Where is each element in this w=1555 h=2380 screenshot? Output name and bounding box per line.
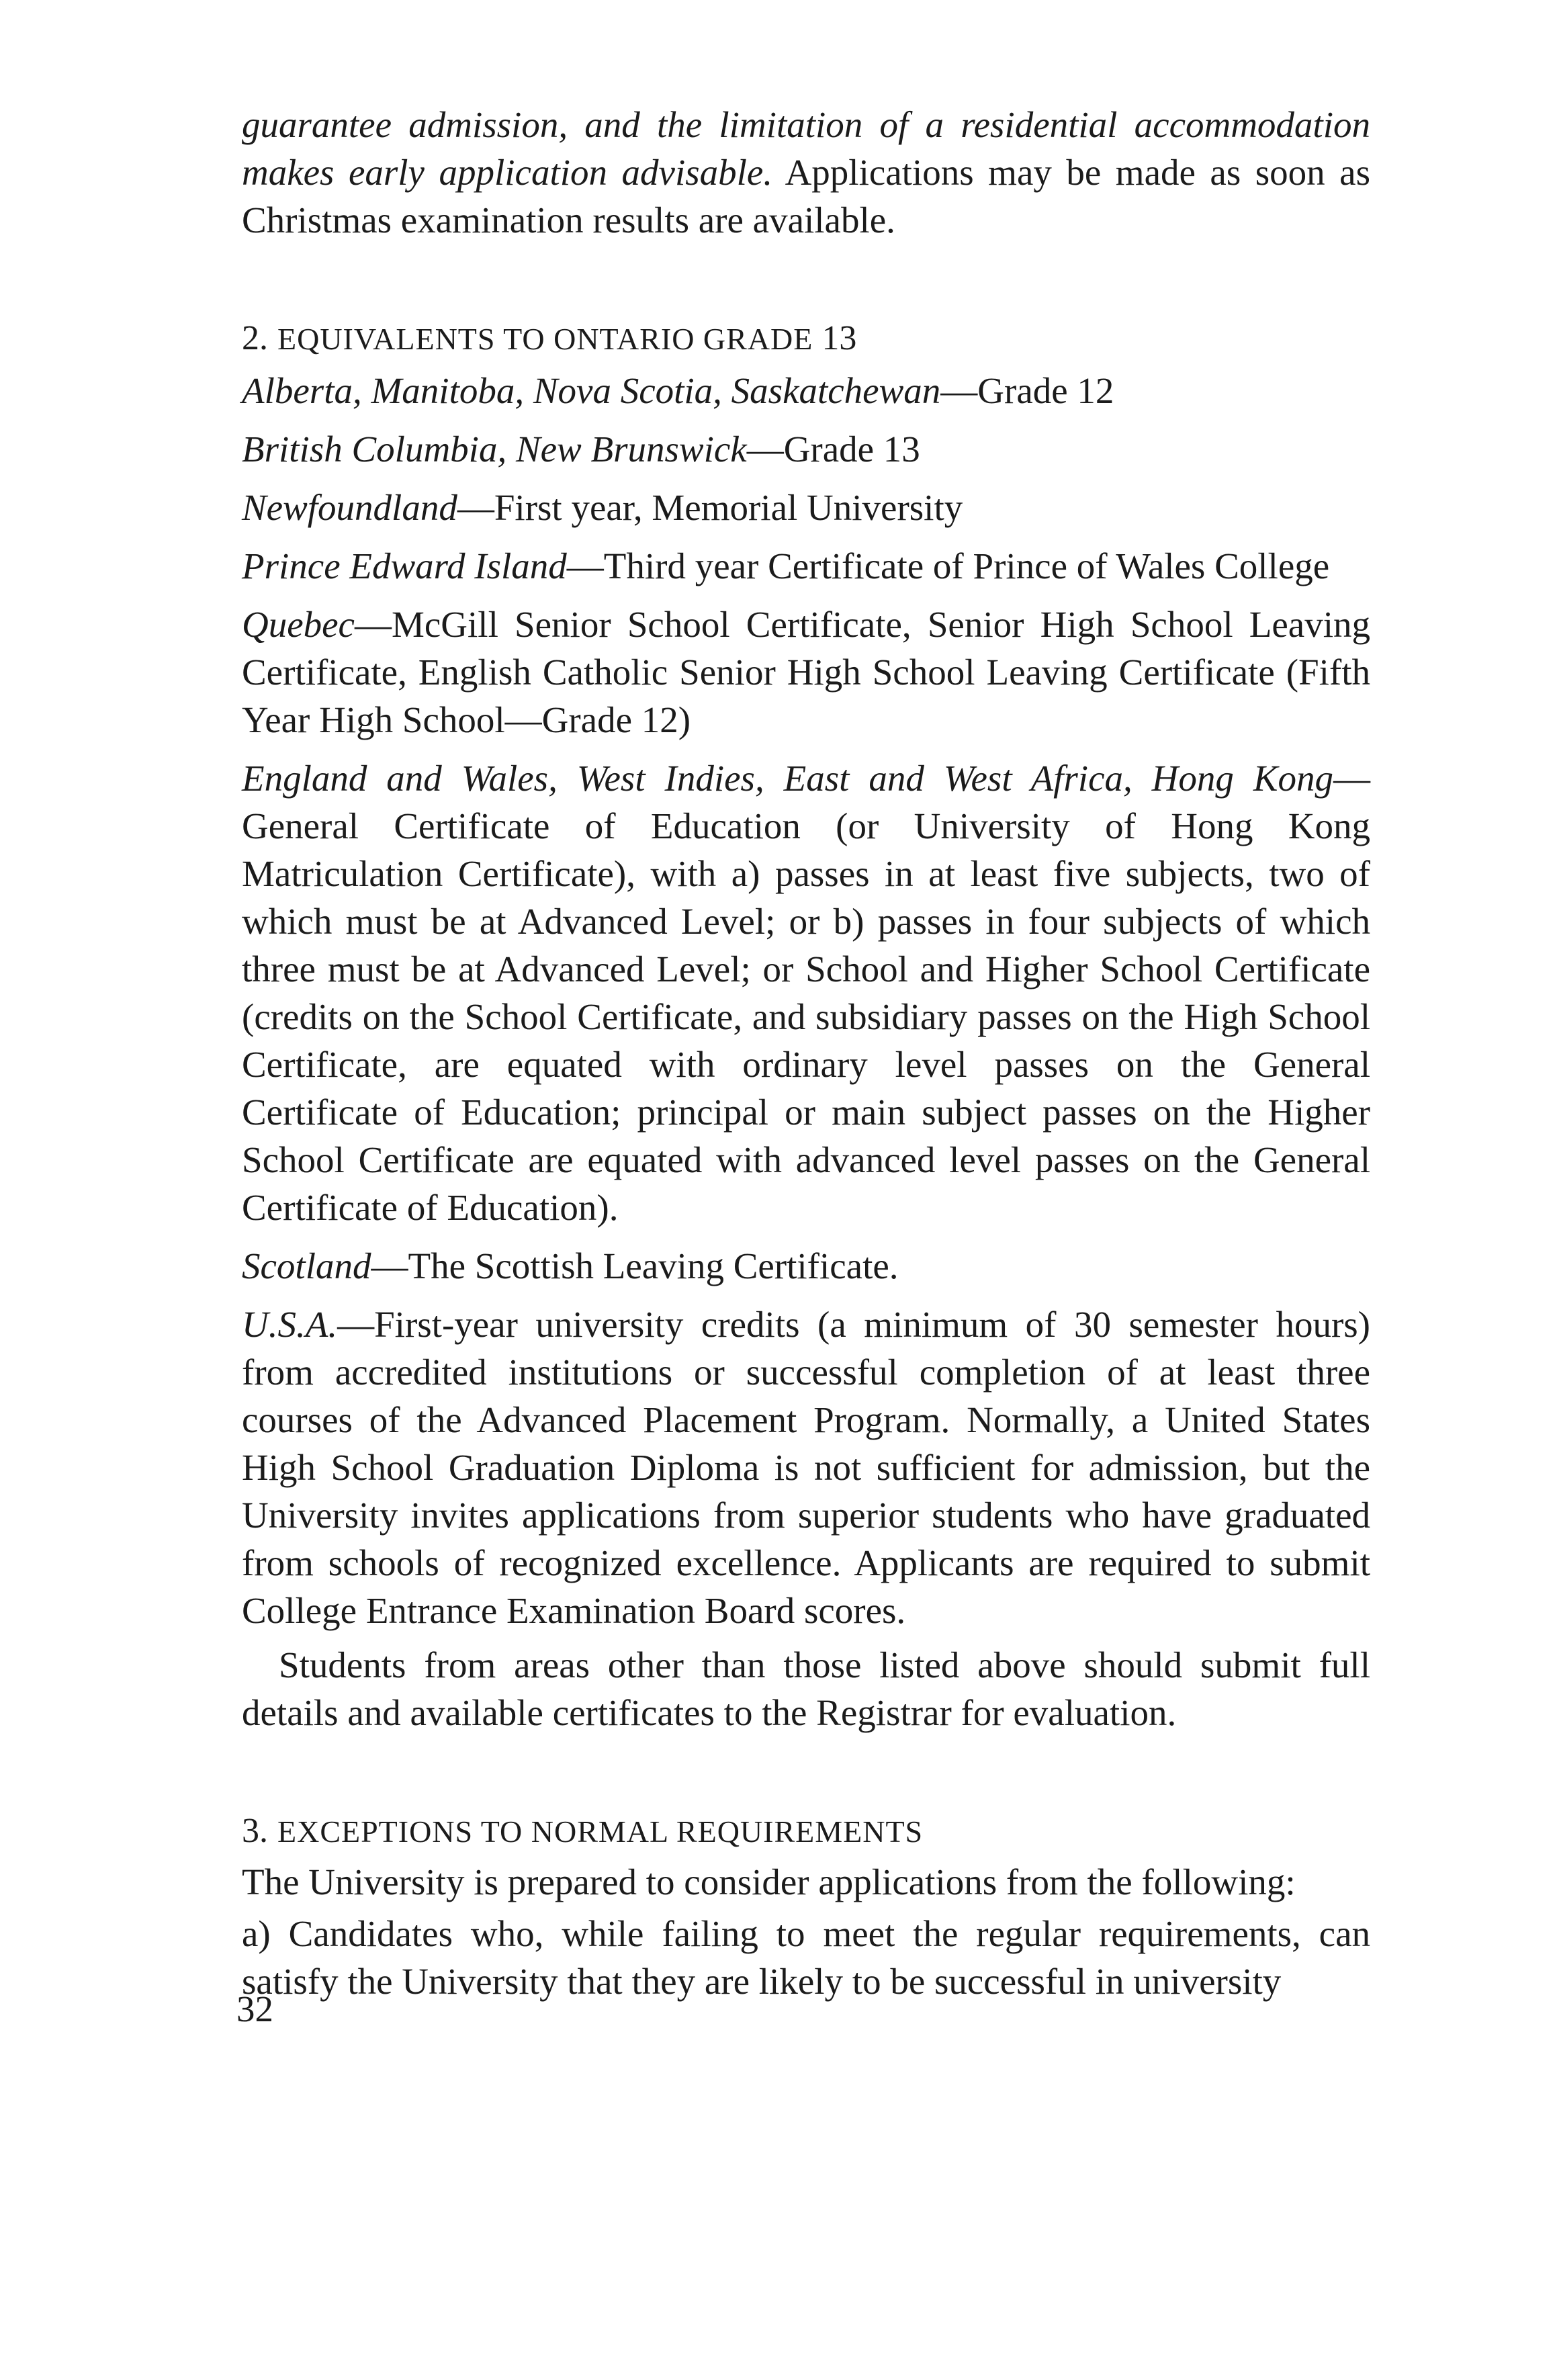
entry-usa (242, 1301, 1370, 1634)
entry-text: —The Scottish Leaving Certificate. (371, 1245, 899, 1286)
body-text (242, 101, 1370, 2005)
entry-text: —Third year Certificate of Prince of Wales College (566, 545, 1330, 586)
entry-place: U.S.A. (242, 1304, 338, 1345)
entry-quebec (242, 601, 1370, 744)
entry-text: —McGill Senior School Certificate, Senior High School Leaving Certificate, English Catholic Senior High School Leaving Certificate (Fifth Year High School—Grade 12) (242, 604, 1370, 740)
entry-british-columbia (242, 425, 1370, 473)
section-3-number: 3. (242, 1812, 268, 1850)
intro-roman-text: Applications may be made as soon as Christmas examination results are available. (242, 152, 1371, 240)
section-3-lead: The University is prepared to consider applications from the following: (242, 1861, 1296, 1902)
entry-prince-edward-island (242, 542, 1370, 590)
section-3-title: EXCEPTIONS TO NORMAL REQUIREMENTS (277, 1814, 924, 1849)
page-number: 32 (236, 1988, 273, 2029)
entry-alberta (242, 367, 1370, 414)
entry-place: Prince Edward Island (242, 545, 567, 586)
entry-place: Scotland (242, 1245, 371, 1286)
intro-italic-text: guarantee admission, and the limitation of a residential accommodation makes early application advisable. (242, 104, 1370, 193)
section-2-heading (242, 314, 1370, 363)
entry-text: —First-year university credits (a minimum of 30 semester hours) from accredited institutions or successful completion of at least three courses of the Advanced Placement Program. Normally, a United States High School Graduation Diploma is not sufficient for admission, but the University invites applications from superior students who have graduated from schools of recognized excellence. Applicants are required to submit College Entrance Examination Board scores. (242, 1304, 1370, 1631)
section-3-item-a: a) Candidates who, while failing to meet the regular requirements, can satisfy the University that they are likely to be successful in university (242, 1913, 1370, 2002)
entry-place: Quebec (242, 604, 355, 645)
entry-place: Alberta, Manitoba, Nova Scotia, Saskatchewan (242, 370, 941, 411)
section-2-title-number: 13 (821, 319, 857, 357)
entry-text: —General Certificate of Education (or University of Hong Kong Matriculation Certificate), with a) passes in at least five subjects, two of which must be at Advanced Level; or b) passes in four subjects of which three must be at Advanced Level; or School and Higher School Certificate (credits on the School Certificate, and subsidiary passes on the High School Certificate, are equated with ordinary level passes on the General Certificate of Education; principal or main subject passes on the Higher School Certificate are equated with advanced level passes on the General Certificate of Education). (242, 758, 1370, 1228)
entry-place: England and Wales, West Indies, East and West Africa, Hong Kong (242, 758, 1333, 799)
entry-newfoundland (242, 484, 1370, 531)
other-areas-note: Students from areas other than those listed above should submit full details and available certificates to the Registrar for evaluation. (242, 1644, 1370, 1733)
intro-paragraph (242, 101, 1370, 244)
entry-text: —Grade 13 (746, 429, 920, 470)
entry-text: —Grade 12 (940, 370, 1114, 411)
entry-text: —First year, Memorial University (457, 487, 963, 528)
section-2-number: 2. (242, 319, 268, 357)
entry-scotland (242, 1242, 1370, 1290)
entry-place: Newfoundland (242, 487, 457, 528)
section-2-title: EQUIVALENTS TO ONTARIO GRADE (277, 322, 813, 356)
entry-england-and-wales (242, 754, 1370, 1231)
section-3-heading (242, 1807, 1370, 1855)
entry-place: British Columbia, New Brunswick (242, 429, 747, 470)
